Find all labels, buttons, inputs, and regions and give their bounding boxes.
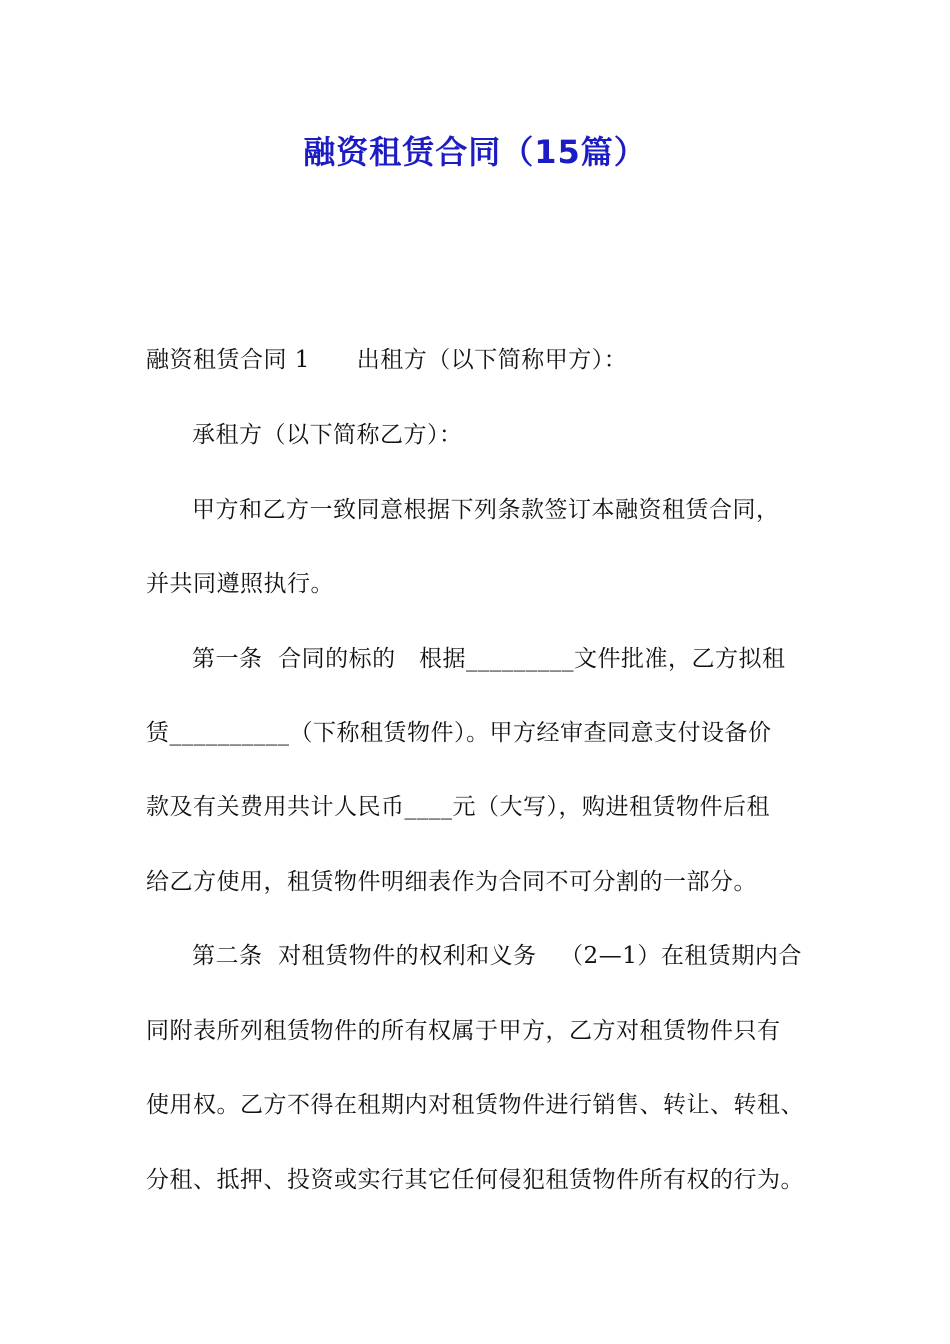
paragraph-line: 赁__________（下称租赁物件）。甲方经审查同意支付设备价 bbox=[146, 720, 772, 746]
paragraph-line: 并共同遵照执行。 bbox=[146, 571, 334, 597]
paragraph-line: 融资租赁合同 1 出租方（以下简称甲方）： bbox=[146, 347, 628, 373]
paragraph-line: 承租方（以下简称乙方）： bbox=[192, 422, 463, 448]
paragraph-line: 第二条 对租赁物件的权利和义务 （2—1）在租赁期内合 bbox=[192, 943, 802, 969]
paragraph-line: 使用权。乙方不得在租期内对租赁物件进行销售、转让、转租、 bbox=[146, 1092, 804, 1118]
document-title: 融资租赁合同（15篇） bbox=[303, 133, 647, 171]
paragraph-line: 分租、抵押、投资或实行其它任何侵犯租赁物件所有权的行为。 bbox=[146, 1167, 804, 1193]
paragraph-line: 甲方和乙方一致同意根据下列条款签订本融资租赁合同， bbox=[192, 497, 780, 523]
paragraph-line: 第一条 合同的标的 根据_________文件批准，乙方拟租 bbox=[192, 646, 786, 672]
paragraph-line: 款及有关费用共计人民币____元（大写），购进租赁物件后租 bbox=[146, 794, 770, 820]
paragraph-line: 给乙方使用，租赁物件明细表作为合同不可分割的一部分。 bbox=[146, 869, 757, 895]
paragraph-line: 同附表所列租赁物件的所有权属于甲方，乙方对租赁物件只有 bbox=[146, 1018, 781, 1044]
